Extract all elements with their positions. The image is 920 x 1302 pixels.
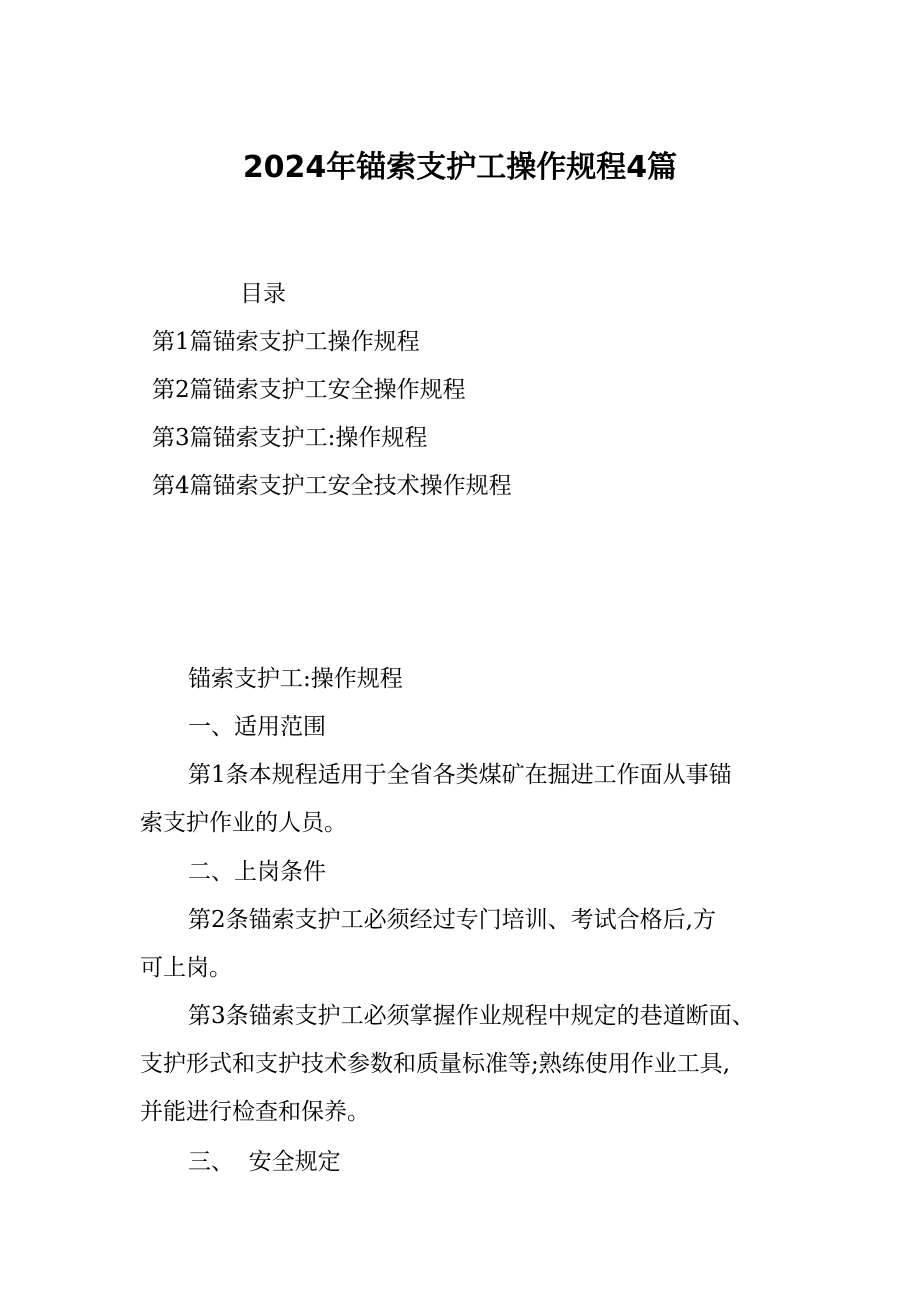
article-text: 第1条本规程适用于全省各类煤矿在掘进工作面从事锚	[188, 762, 732, 788]
article-text: 支护形式和支护技术参数和质量标准等;熟练使用作业工具,	[140, 1051, 731, 1077]
toc-item: 第1篇锚索支护工操作规程	[152, 329, 420, 355]
toc-item: 第4篇锚索支护工安全技术操作规程	[152, 473, 512, 499]
section-heading: 三、 安全规定	[188, 1149, 341, 1175]
section-document-heading: 锚索支护工:操作规程	[188, 666, 403, 692]
toc-item: 第2篇锚索支护工安全操作规程	[152, 377, 466, 403]
toc-item: 第3篇锚索支护工:操作规程	[152, 425, 428, 451]
article-text: 第3条锚索支护工必须掌握作业规程中规定的巷道断面、	[188, 1003, 755, 1029]
document-title: 2024年锚索支护工操作规程4篇	[242, 150, 678, 185]
article-text: 并能进行检查和保养。	[140, 1099, 370, 1125]
section-heading: 一、适用范围	[188, 714, 326, 740]
toc-heading: 目录	[240, 281, 286, 307]
article-text: 索支护作业的人员。	[140, 810, 347, 836]
section-heading: 二、上岗条件	[188, 859, 326, 885]
article-text: 可上岗。	[140, 955, 232, 981]
article-text: 第2条锚索支护工必须经过专门培训、考试合格后,方	[188, 907, 716, 933]
